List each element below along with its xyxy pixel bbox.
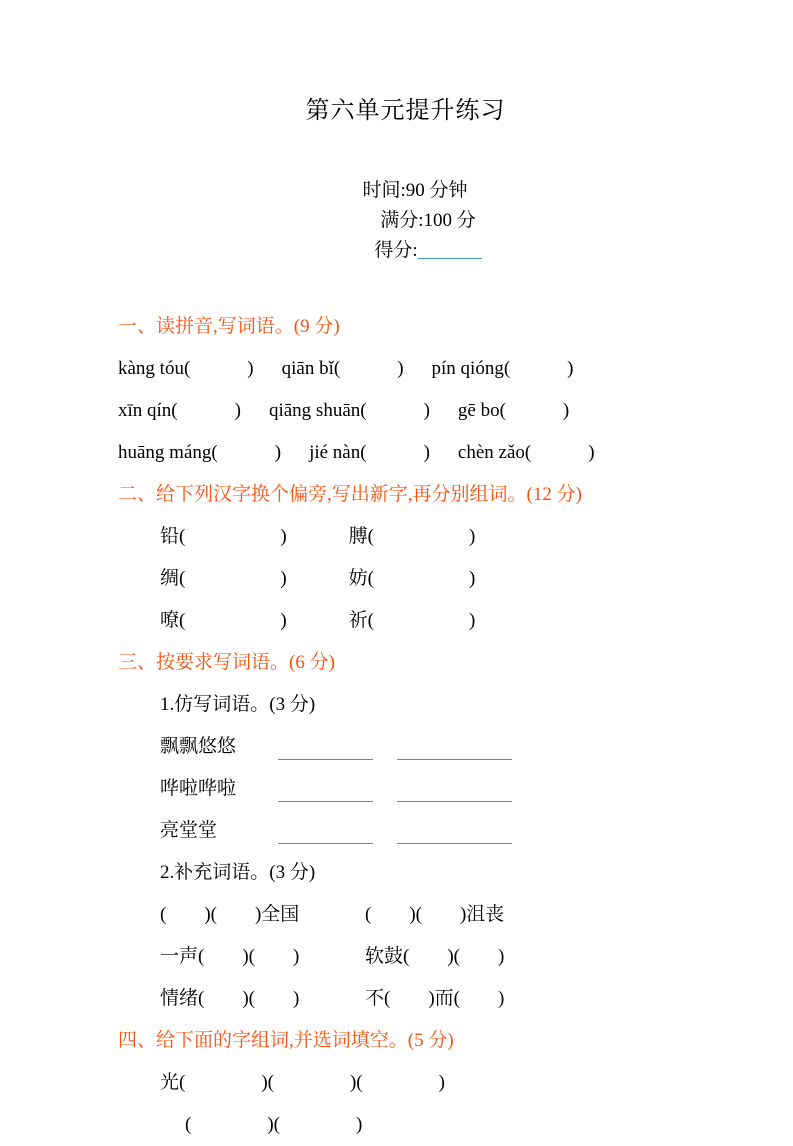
radical-word-item: 绸( )	[160, 568, 287, 589]
complete-word-item: 软鼓( )( )	[365, 946, 505, 967]
section-1-heading: 一、读拼音,写词语。(9 分)	[118, 316, 340, 337]
complete-word-row	[118, 894, 693, 936]
pattern-word: 飘飘悠悠	[160, 736, 237, 757]
answer-blank	[397, 759, 512, 760]
time-label: 时间:90 分钟	[362, 180, 468, 201]
section-4-heading: 四、给下面的字组词,并选词填空。(5 分)	[118, 1030, 454, 1051]
pinyin-item: xīn qín( )	[118, 400, 241, 421]
score-label: 得分:	[374, 240, 418, 261]
pattern-word: 哗啦哗啦	[160, 778, 237, 799]
radical-word-row	[118, 558, 693, 600]
radical-word-item: 嘹( )	[160, 610, 287, 631]
word-group-row: ( )( )	[185, 1114, 363, 1135]
score-underline	[418, 244, 482, 259]
pinyin-item: qiān bǐ( )	[281, 358, 404, 379]
answer-blank	[278, 801, 373, 802]
answer-blank	[278, 759, 373, 760]
total-score-label: 满分:100 分	[380, 210, 476, 231]
pattern-row	[118, 726, 693, 768]
pattern-row	[118, 810, 693, 852]
answer-blank	[397, 843, 512, 844]
pinyin-item: pín qióng( )	[431, 358, 574, 379]
pattern-row	[118, 768, 693, 810]
complete-word-item: 一声( )( )	[160, 946, 300, 967]
pinyin-item: huāng máng( )	[118, 442, 282, 463]
complete-word-item: 情绪( )( )	[160, 988, 300, 1009]
pattern-word: 亮堂堂	[160, 820, 218, 841]
pinyin-item: chèn zǎo( )	[457, 442, 595, 463]
pinyin-item: gē bo( )	[457, 400, 570, 421]
radical-word-item: 膊( )	[348, 526, 476, 547]
page-title: 第六单元提升练习	[305, 98, 506, 124]
radical-word-row	[118, 600, 693, 642]
complete-word-item: ( )( )全国	[160, 904, 300, 925]
sub-question-label: 1.仿写词语。(3 分)	[160, 694, 316, 715]
pinyin-item: kàng tóu( )	[118, 358, 254, 379]
pinyin-row	[118, 348, 693, 390]
complete-word-item: 不( )而( )	[365, 988, 505, 1009]
word-group-row: 光( )( )( )	[160, 1072, 445, 1093]
answer-blank	[278, 843, 373, 844]
complete-word-row	[118, 936, 693, 978]
pinyin-item: jié nàn( )	[309, 442, 430, 463]
sub-question-label: 2.补充词语。(3 分)	[160, 862, 316, 883]
answer-blank	[397, 801, 512, 802]
complete-word-item: ( )( )沮丧	[365, 904, 505, 925]
section-3-heading: 三、按要求写词语。(6 分)	[118, 652, 335, 673]
complete-word-row	[118, 978, 693, 1020]
radical-word-row	[118, 516, 693, 558]
pinyin-row	[118, 390, 693, 432]
pinyin-row	[118, 432, 693, 474]
radical-word-item: 祈( )	[348, 610, 476, 631]
meta-line	[118, 146, 693, 296]
score-label-wrap	[374, 240, 481, 261]
radical-word-item: 妨( )	[348, 568, 476, 589]
section-2-heading: 二、给下列汉字换个偏旁,写出新字,再分别组词。(12 分)	[118, 484, 582, 505]
radical-word-item: 铅( )	[160, 526, 287, 547]
pinyin-item: qiāng shuān( )	[268, 400, 430, 421]
